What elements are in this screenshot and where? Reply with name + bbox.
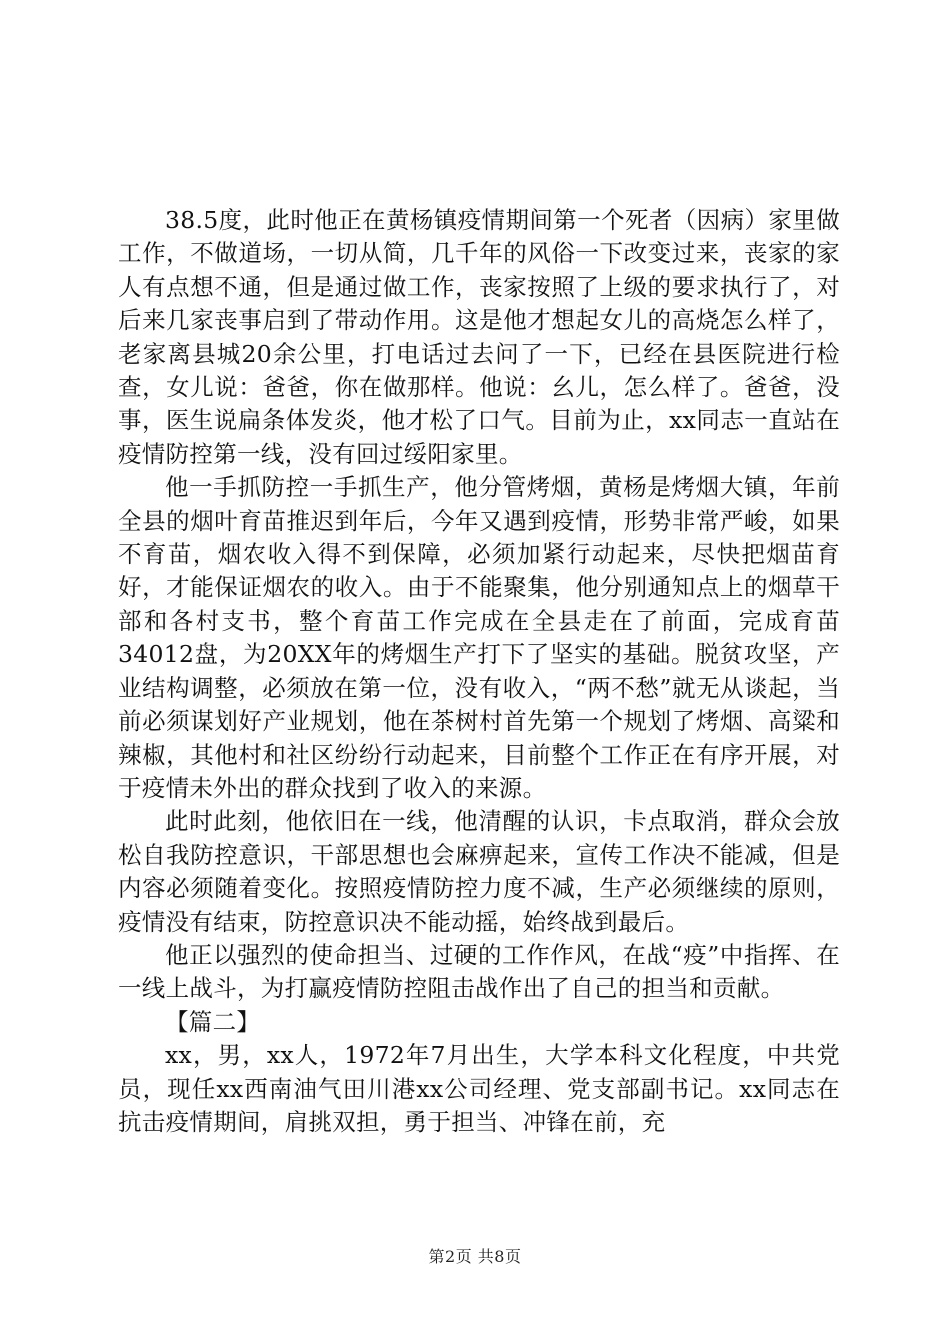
section-heading: 【篇二】 [165,1007,261,1036]
paragraph-tobacco-production: 他一手抓防控一手抓生产，他分管烤烟，黄杨是烤烟大镇，年前全县的烟叶育苗推迟到年后，今年又遇到疫情，形势非常严峻，如果不育苗，烟农收入得不到保障，必须加紧行动起来，尽快把烟苗育好，才能保证烟农的收入。由于不能聚集，他分别通知点上的烟草干部和各村支书，整个育苗工作完成在全县走在了前面，完成育苗34012盘，为20XX年的烤烟生产打下了坚实的基础。脱贫攻坚，产业结构调整，必须放在第一位，没有收入，“两不愁”就无从谈起，当前必须谋划好产业规划，他在茶树村首先第一个规划了烤烟、高粱和辣椒，其他村和社区纷纷行动起来，目前整个工作正在有序开展，对于疫情未外出的群众找到了收入的来源。 [118,473,840,802]
document-body [118,204,840,1139]
paragraph-continued: 38.5度，此时他正在黄杨镇疫情期间第一个死者（因病）家里做工作，不做道场，一切从简，几千年的风俗一下改变过来，丧家的家人有点想不通，但是通过做工作，丧家按照了上级的要求执行了，对后来几家丧事启到了带动作用。这是他才想起女儿的高烧怎么样了，老家离县城20余公里，打电话过去问了一下，已经在县医院进行检查，女儿说：爸爸，你在做那样。他说：幺儿，怎么样了。爸爸，没事，医生说扁条体发炎，他才松了口气。目前为止，xx同志一直站在疫情防控第一线，没有回过绥阳家里。 [118,206,840,468]
paragraph-section-two: xx，男，xx人，1972年7月出生，大学本科文化程度，中共党员，现任xx西南油气田川港xx公司经理、党支部副书记。xx同志在抗击疫情期间，肩挑双担，勇于担当、冲锋在前，充 [118,1041,840,1136]
paragraph-frontline: 此时此刻，他依旧在一线，他清醒的认识，卡点取消，群众会放松自我防控意识，干部思想也会麻痹起来，宣传工作决不能减，但是内容必须随着变化。按照疫情防控力度不减，生产必须继续的原则，疫情没有结束，防控意识决不能动摇，始终战到最后。 [118,807,840,936]
paragraph-conclusion: 他正以强烈的使命担当、过硬的工作作风，在战“疫”中指挥、在一线上战斗，为打赢疫情防控阻击战作出了自己的担当和贡献。 [118,940,840,1003]
page-number-footer: 第2页 共8页 [428,1247,522,1266]
